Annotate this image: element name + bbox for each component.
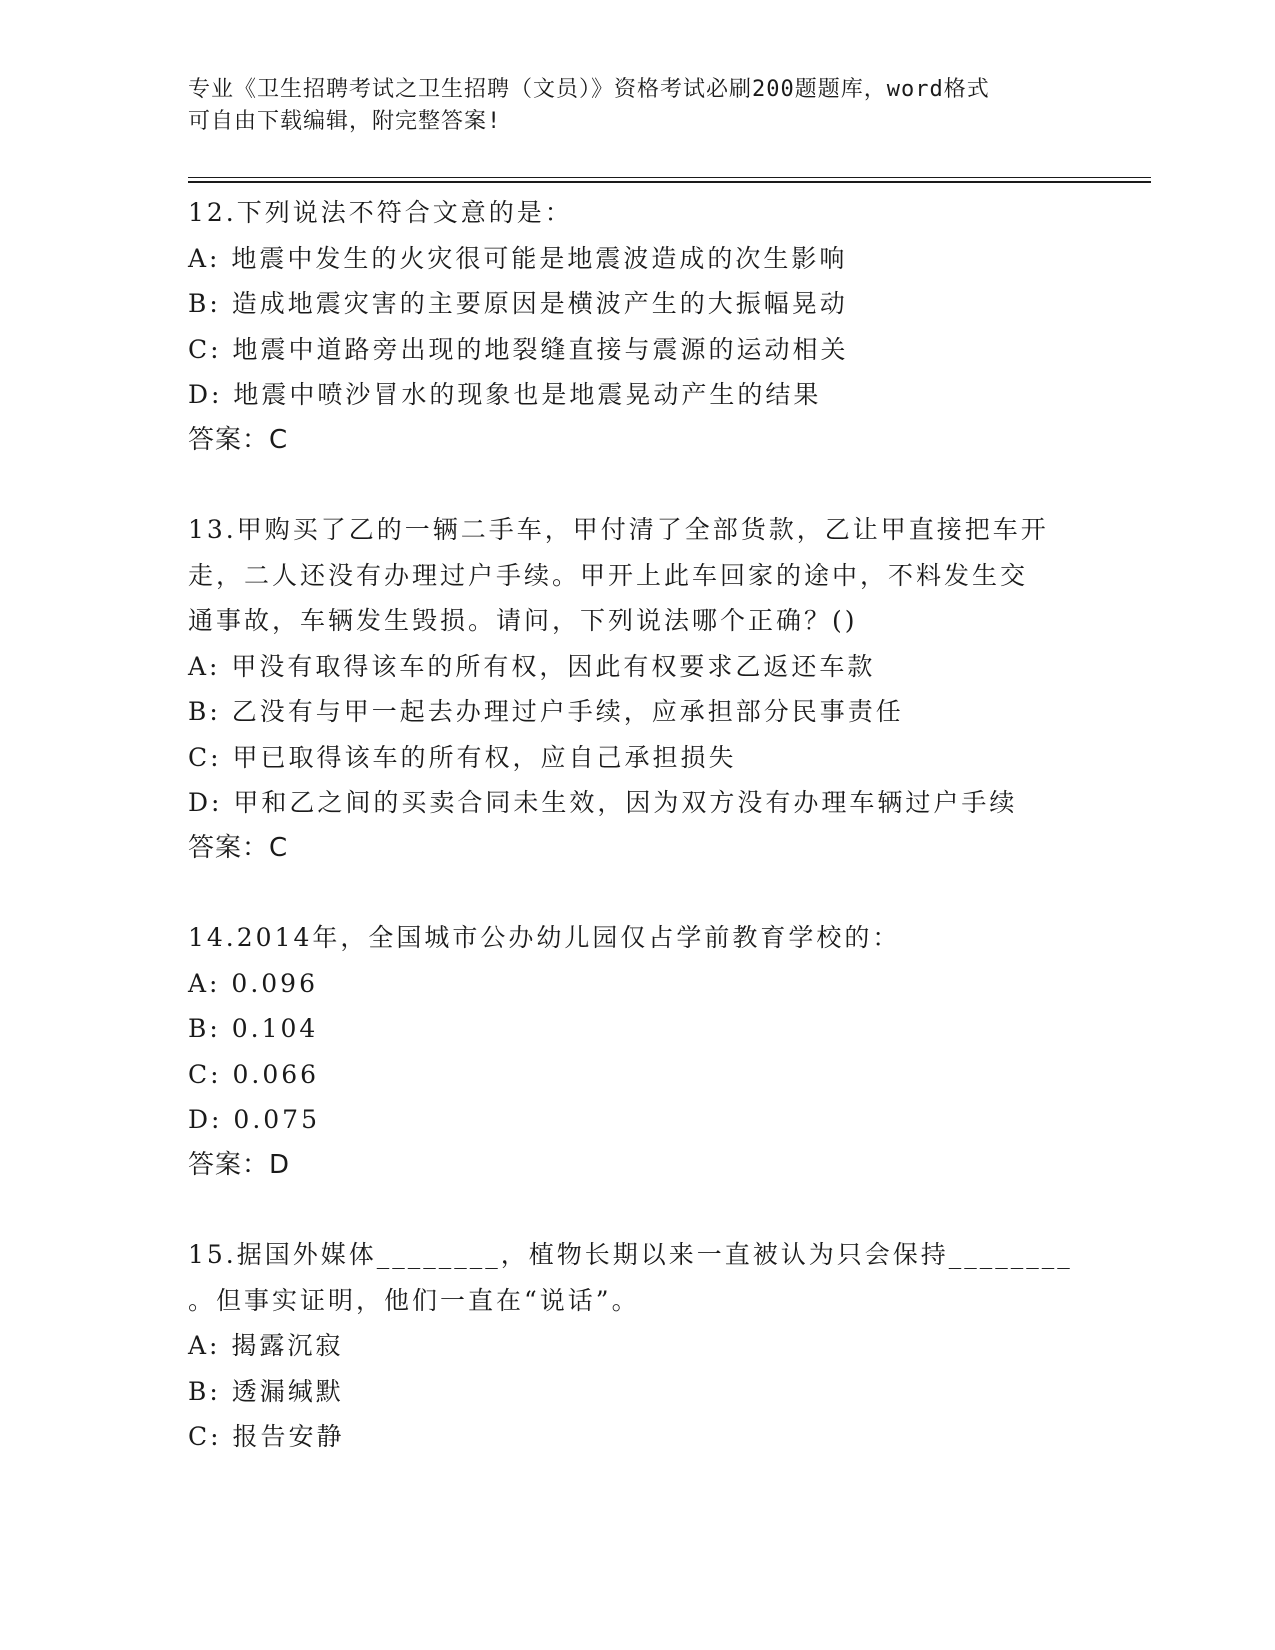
question-12 xyxy=(188,190,1088,463)
option-a: A: 甲没有取得该车的所有权，因此有权要求乙返还车款 xyxy=(188,651,876,681)
header-line-1: 专业《卫生招聘考试之卫生招聘（文员）》资格考试必刷200题题库，word格式 xyxy=(188,77,990,102)
option-d: D: 甲和乙之间的买卖合同未生效，因为双方没有办理车辆过户手续 xyxy=(188,788,1018,817)
option-b: B: 0.104 xyxy=(188,1014,319,1043)
option-b: B: 透漏缄默 xyxy=(188,1376,344,1406)
question-stem: 13.甲购买了乙的一辆二手车，甲付清了全部货款，乙让甲直接把车开 xyxy=(188,515,1049,544)
answer-line: 答案：C xyxy=(188,832,289,863)
question-stem: 通事故，车辆发生毁损。请问，下列说法哪个正确？() xyxy=(188,606,858,635)
answer-line: 答案：D xyxy=(188,1149,291,1180)
option-c: C: 报告安静 xyxy=(188,1422,345,1451)
question-13 xyxy=(188,507,1088,871)
question-15 xyxy=(188,1232,1088,1460)
question-stem: 走，二人还没有办理过户手续。甲开上此车回家的途中，不料发生交 xyxy=(188,560,1029,590)
question-stem: 15.据国外媒体________，植物长期以来一直被认为只会保持________ xyxy=(188,1240,1073,1269)
question-stem: 14.2014年，全国城市公办幼儿园仅占学前教育学校的： xyxy=(188,923,901,952)
option-c: C: 甲已取得该车的所有权，应自己承担损失 xyxy=(188,742,737,772)
question-stem: 12.下列说法不符合文意的是： xyxy=(188,198,573,227)
option-b: B: 乙没有与甲一起去办理过户手续，应承担部分民事责任 xyxy=(188,697,904,726)
option-a: A: 地震中发生的火灾很可能是地震波造成的次生影响 xyxy=(188,243,848,273)
header-divider-thin xyxy=(188,177,1151,178)
option-c: C: 地震中道路旁出现的地裂缝直接与震源的运动相关 xyxy=(188,334,849,364)
question-stem: 。但事实证明，他们一直在“说话”。 xyxy=(188,1285,640,1315)
option-b: B: 造成地震灾害的主要原因是横波产生的大振幅晃动 xyxy=(188,289,848,318)
answer-line: 答案：C xyxy=(188,424,289,455)
document-header xyxy=(188,74,1068,138)
header-divider-thick xyxy=(188,181,1151,183)
option-a: A: 0.096 xyxy=(188,968,318,998)
option-d: D: 地震中喷沙冒水的现象也是地震晃动产生的结果 xyxy=(188,380,822,409)
question-14 xyxy=(188,915,1088,1188)
question-list xyxy=(188,190,1088,1504)
option-a: A: 揭露沉寂 xyxy=(188,1331,344,1360)
header-line-2: 可自由下载编辑，附完整答案! xyxy=(188,109,502,134)
option-d: D: 0.075 xyxy=(188,1105,320,1134)
option-c: C: 0.066 xyxy=(188,1059,320,1089)
